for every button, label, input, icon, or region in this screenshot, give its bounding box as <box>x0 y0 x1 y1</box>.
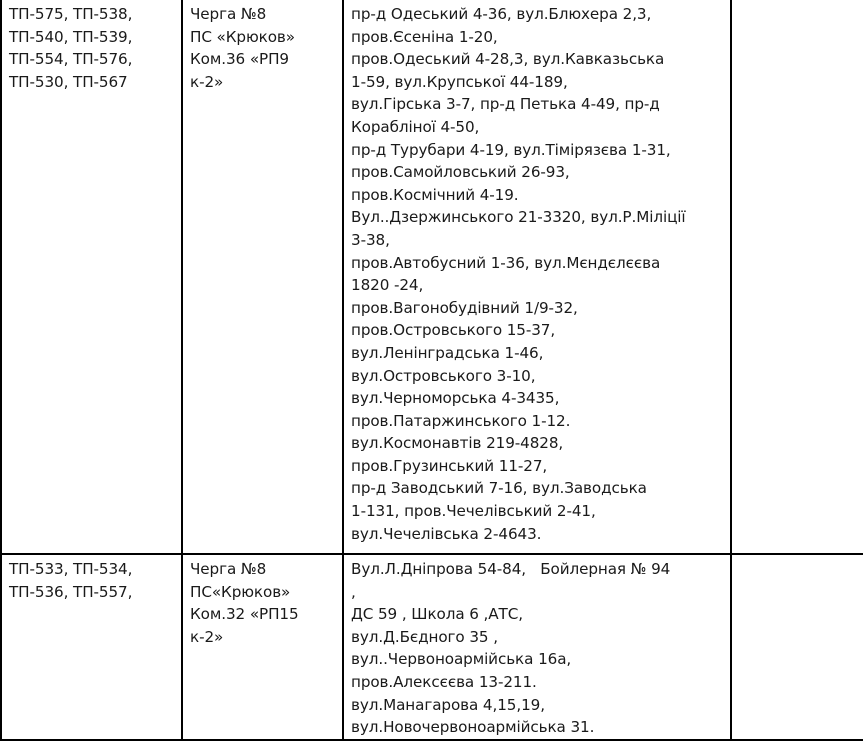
text-line: пр-д Заводський 7-16, вул.Заводська <box>351 479 647 498</box>
text-line: пр-д Одеський 4-36, вул.Блюхера 2,3, <box>351 5 652 23</box>
text-line: пров.Автобусний 1-36, вул.Мєндєлєєва <box>351 253 661 272</box>
queue-substation-text <box>190 555 336 648</box>
queue-substation-cell <box>182 0 343 554</box>
text-line: ПС«Крюков» <box>190 582 291 601</box>
transformer-stations-cell <box>1 0 182 554</box>
addresses-cell <box>343 554 731 740</box>
text-line: вул.Черноморська 4-3435, <box>351 389 560 408</box>
transformer-stations-text <box>9 0 175 93</box>
text-line: к-2» <box>190 72 224 91</box>
empty-cell <box>731 554 863 740</box>
text-line: Черга №8 <box>190 5 267 23</box>
text-line: 1820 -24, <box>351 276 424 295</box>
text-line: 1-131, пров.Чечелівський 2-41, <box>351 502 596 521</box>
table-row <box>1 554 863 740</box>
queue-substation-cell <box>182 554 343 740</box>
text-line: вул.Островського 3-10, <box>351 366 536 385</box>
text-line: ТП-554, ТП-576, <box>9 50 133 69</box>
text-line: пров.Грузинський 11-27, <box>351 456 548 475</box>
text-line: пров.Островського 15-37, <box>351 321 556 340</box>
text-line: вул.Манагарова 4,15,19, <box>351 695 545 714</box>
text-line: вул.Новочервоноармійська 31. <box>351 718 595 737</box>
text-line: Вул.Л.Дніпрова 54-84, Бойлерная № 94 <box>351 560 671 578</box>
addresses-text <box>351 555 724 739</box>
text-line: пров.Патаржинського 1-12. <box>351 411 571 430</box>
text-line: пров.Одеський 4-28,3, вул.Кавказьська <box>351 50 665 69</box>
text-line: ДС 59 , Школа 6 ,АТС, <box>351 605 523 624</box>
text-line: вул..Червоноармійська 16а, <box>351 650 572 669</box>
text-line: пров.Вагонобудівний 1/9-32, <box>351 298 578 317</box>
text-line: 1-59, вул.Крупської 44-189, <box>351 72 568 91</box>
queue-substation-text <box>190 0 336 93</box>
text-line: ТП-533, ТП-534, <box>9 560 133 578</box>
text-line: пров.Космічний 4-19. <box>351 185 519 204</box>
empty-cell <box>731 0 863 554</box>
text-line: вул.Д.Бєдного 35 , <box>351 627 498 646</box>
text-line: вул.Гірська 3-7, пр-д Петька 4-49, пр-д <box>351 95 660 114</box>
text-line: ТП-536, ТП-557, <box>9 582 133 601</box>
text-line: вул.Ленінградська 1-46, <box>351 343 544 362</box>
text-line: к-2» <box>190 627 224 646</box>
text-line: пров.Самойловський 26-93, <box>351 163 570 182</box>
text-line: вул.Чечелівська 2-4643. <box>351 524 542 543</box>
text-line: Ком.32 «РП15 <box>190 605 299 624</box>
text-line: Корабліної 4-50, <box>351 117 480 136</box>
text-line: пров.Алексєєва 13-211. <box>351 672 537 691</box>
addresses-text <box>351 0 724 545</box>
transformer-stations-cell <box>1 554 182 740</box>
text-line: Вул..Дзержинського 21-3320, вул.Р.Міліції <box>351 208 686 227</box>
text-line: вул.Космонавтів 219-4828, <box>351 434 564 453</box>
text-line: , <box>351 582 356 601</box>
text-line: 3-38, <box>351 230 390 249</box>
text-line: пр-д Турубари 4-19, вул.Тімірязєва 1-31, <box>351 140 671 159</box>
addresses-cell <box>343 0 731 554</box>
text-line: пров.Єсеніна 1-20, <box>351 27 498 46</box>
text-line: ТП-575, ТП-538, <box>9 5 133 23</box>
text-line: ТП-540, ТП-539, <box>9 27 133 46</box>
text-line: Черга №8 <box>190 560 267 578</box>
text-line: Ком.36 «РП9 <box>190 50 289 69</box>
text-line: ТП-530, ТП-567 <box>9 72 128 91</box>
text-line: ПС «Крюков» <box>190 27 295 46</box>
transformer-stations-text <box>9 555 175 603</box>
table-row <box>1 0 863 554</box>
